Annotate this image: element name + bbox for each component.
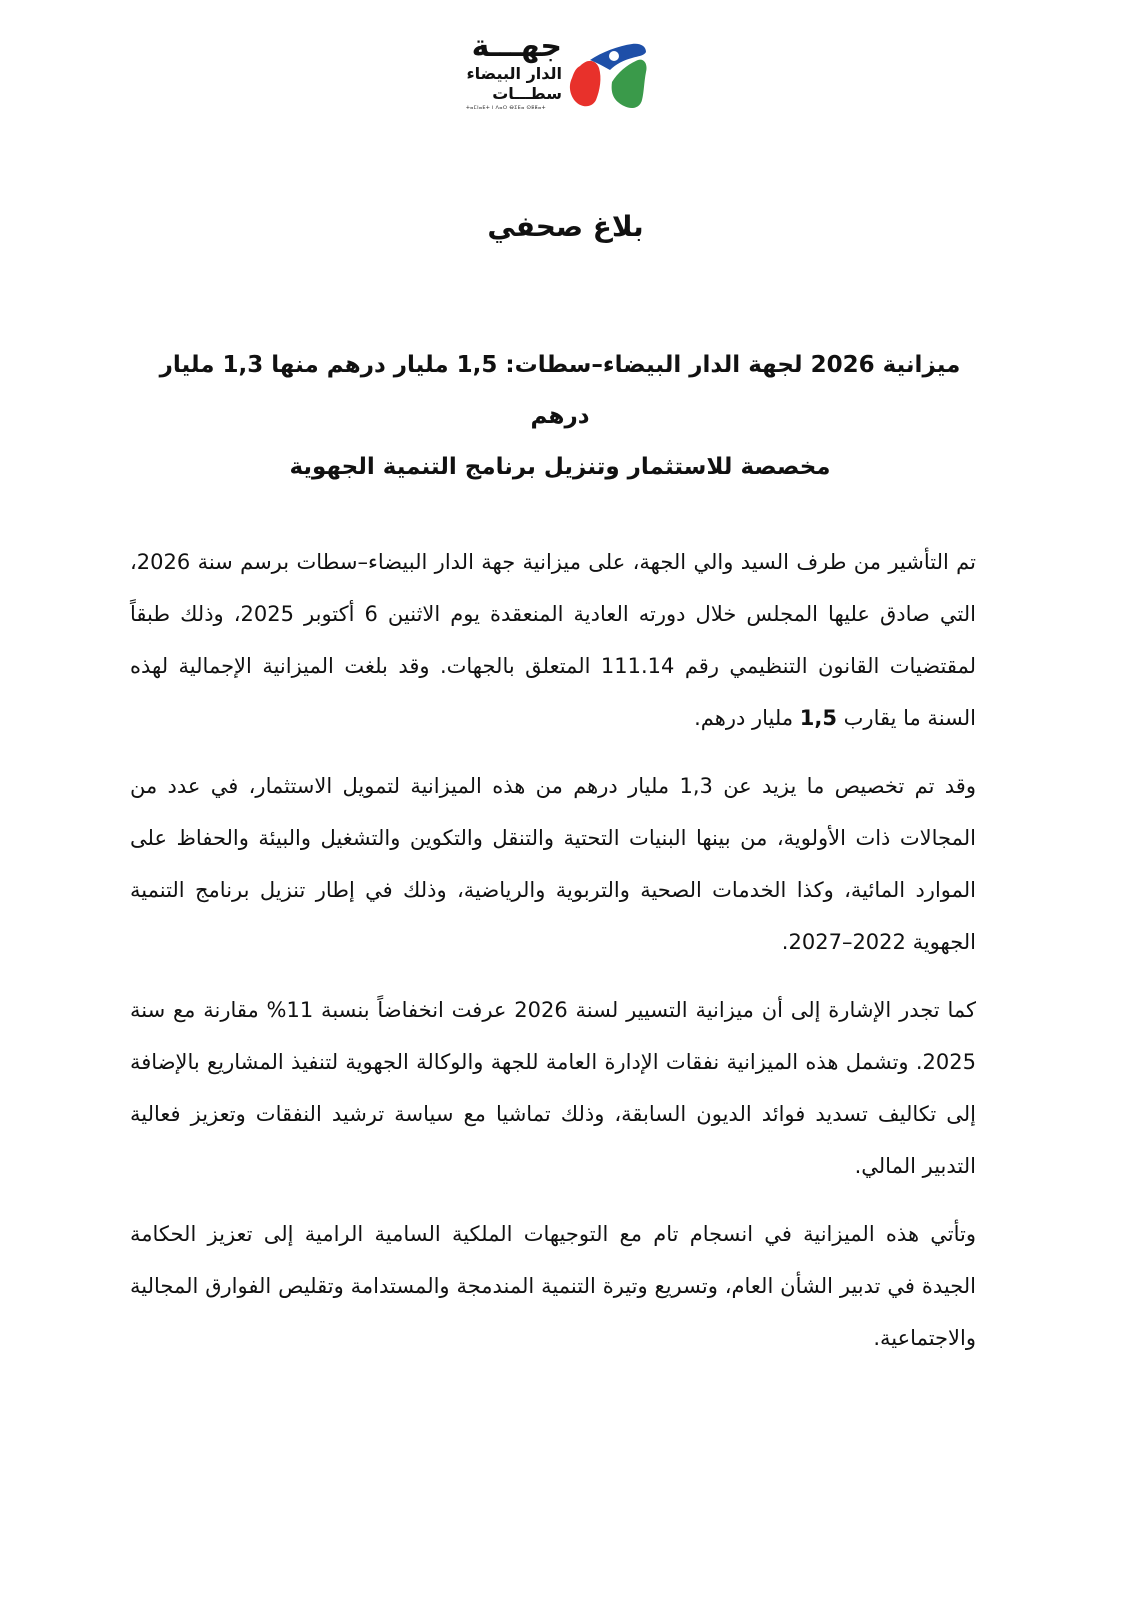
emblem-red-shape — [570, 61, 601, 106]
paragraph-1-end: مليار درهم. — [694, 706, 800, 730]
paragraph-1 — [130, 536, 976, 744]
emblem-white-dot — [609, 51, 619, 61]
document-body — [130, 536, 976, 1380]
headline-line-2: مخصصة للاستثمار وتنزيل برنامج التنمية الجهوية — [289, 454, 831, 480]
emblem-green-shape — [612, 60, 647, 108]
logo-line-casablanca: الدار البيضاء — [466, 64, 562, 83]
region-emblem-icon — [566, 38, 650, 110]
logo-line-tifinagh: ⵜⴰⵎⵏⴰⴹⵜ ⵏ ⴷⴰⵔ ⴱⵉⴹⴰ ⵙⵟⵟⴰⵜ — [466, 105, 546, 111]
total-budget-value: 1,5 — [799, 706, 837, 730]
paragraph-1-text: تم التأشير من طرف السيد والي الجهة، على ميزانية جهة الدار البيضاء–سطات برسم سنة 2026، التي صادق عليها المجلس خلال دورته العادية المنعقدة يوم الاثنين 6 أكتوبر 2025، وذلك طبقاً لمقتضيات القانون التنظيمي رقم 111.14 المتعلق بالجهات. وقد بلغت الميزانية الإجمالية لهذه السنة ما يقارب — [130, 550, 976, 730]
paragraph-2: وقد تم تخصيص ما يزيد عن 1,3 مليار درهم من هذه الميزانية لتمويل الاستثمار، في عدد من المجالات ذات الأولوية، من بينها البنيات التحتية والتنقل والتكوين والتشغيل والبيئة والحفاظ على الموارد المائية، وكذا الخدمات الصحية والتربوية والرياضية، وذلك في إطار تنزيل برنامج التنمية الجهوية 2022–2027. — [130, 774, 976, 954]
logo-line-region: جهـــة — [471, 29, 562, 64]
region-logo — [466, 30, 666, 125]
paragraph-3: كما تجدر الإشارة إلى أن ميزانية التسيير لسنة 2026 عرفت انخفاضاً بنسبة 11% مقارنة مع سنة 2025. وتشمل هذه الميزانية نفقات الإدارة العامة للجهة والوكالة الجهوية لتنفيذ المشاريع بالإضافة إلى تكاليف تسديد فوائد الديون السابقة، وذلك تماشيا مع سياسة ترشيد النفقات وتعزيز فعالية التدبير المالي. — [130, 998, 976, 1178]
paragraph-4: وتأتي هذه الميزانية في انسجام تام مع التوجيهات الملكية السامية الرامية إلى تعزيز الحكامة الجيدة في تدبير الشأن العام، وتسريع وتيرة التنمية المندمجة والمستدامة وتقليص الفوارق المجالية والاجتماعية. — [130, 1222, 976, 1350]
press-release-title: بلاغ صحفي — [487, 210, 644, 243]
logo-wordmark — [466, 30, 562, 112]
logo-line-settat: سطـــات — [492, 84, 562, 103]
headline — [140, 340, 980, 493]
headline-line-1: ميزانية 2026 لجهة الدار البيضاء–سطات: 1,5 مليار درهم منها 1,3 مليار درهم — [159, 352, 961, 429]
